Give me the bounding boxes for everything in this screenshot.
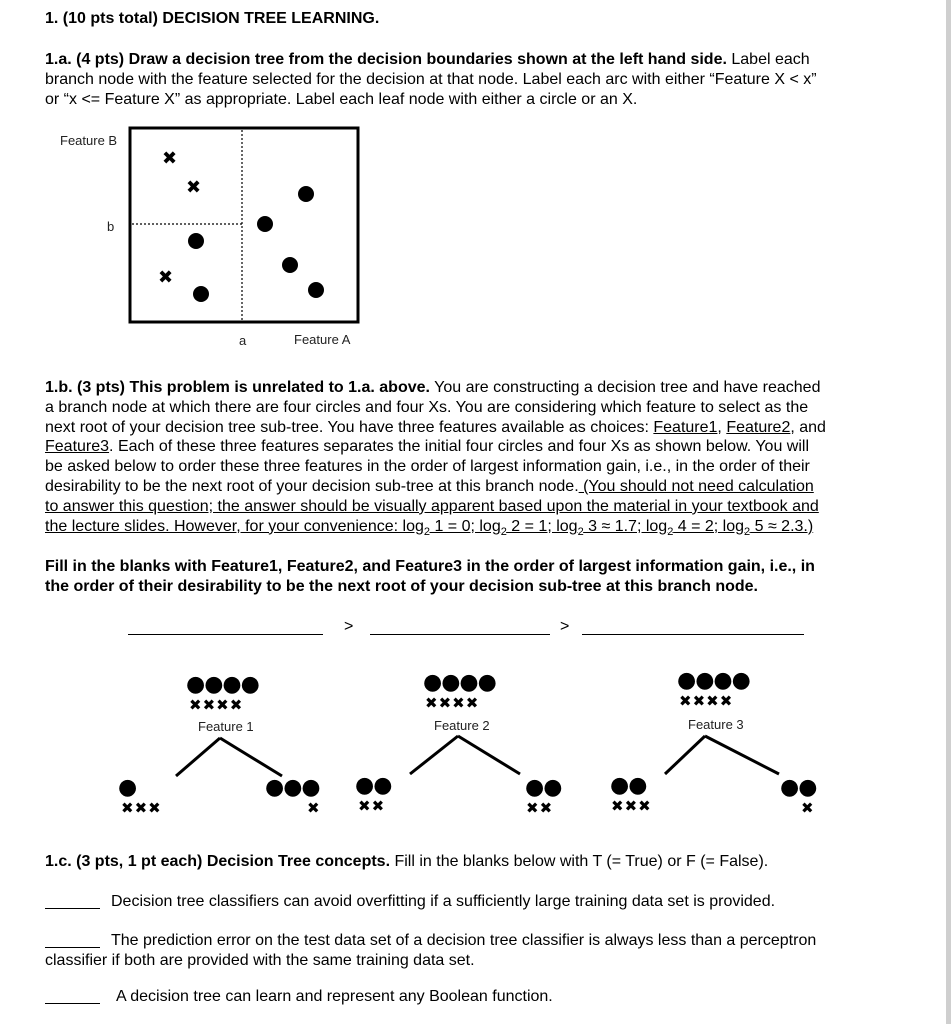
tree3-right-xs: ✖ <box>801 799 814 817</box>
tree1-root-circles: ●●●● <box>186 672 259 697</box>
x-axis-label: Feature A <box>294 332 351 347</box>
tree1-root-xs: ✖✖✖✖ <box>189 696 244 714</box>
decision-boundary-plot <box>128 126 362 326</box>
order-blank-2[interactable] <box>370 634 550 635</box>
x-point: ✖ <box>162 148 178 169</box>
tree2-right-xs: ✖✖ <box>526 799 554 817</box>
tree3-root-circles: ●●●● <box>677 668 750 693</box>
circle-point <box>188 233 204 249</box>
tf-statement-3: A decision tree can learn and represent any Boolean function. <box>116 988 553 1005</box>
tf-blank-2[interactable] <box>45 947 100 948</box>
tree1-right-circles: ●●● <box>265 775 320 800</box>
x-point: ✖ <box>186 177 202 198</box>
circle-point <box>308 282 324 298</box>
q1a-heading: 1.a. (4 pts) Draw a decision tree from the decision boundaries shown at the left hand side. <box>45 51 727 68</box>
order-blank-1[interactable] <box>128 634 323 635</box>
tree3-left-circles: ●● <box>610 773 647 798</box>
circle-point <box>257 216 273 232</box>
order-blank-3[interactable] <box>582 634 804 635</box>
tree2-right-circles: ●● <box>525 775 562 800</box>
tf-statement-2: The prediction error on the test data set of a decision tree classifier is always less than a perceptron <box>111 932 817 949</box>
tf-statement-1: Decision tree classifiers can avoid overfitting if a sufficiently large training data set is provided. <box>111 893 776 910</box>
x-tick-a: a <box>239 333 247 348</box>
tree2-left-circles: ●● <box>355 773 392 798</box>
tf-blank-1[interactable] <box>45 908 100 909</box>
tree3-right-circles: ●● <box>780 775 817 800</box>
greater-than: > <box>560 618 570 635</box>
tree2-root-circles: ●●●● <box>423 670 496 695</box>
q1b-paragraph: 1.b. (3 pts) This problem is unrelated to 1.a. above. You are constructing a decision tree and have reached a branch node at which there are four circles and four Xs. You are considering which feature to select as the next root of your decision tree sub-tree. You have three features available as choices: Feature1, Feature2, and Feature3. Each of these three features separates the initial four circles and four Xs as shown below. You will be asked below to order these three features in the order of largest information gain, i.e., in the order of their desirability to be the next root of your decision sub-tree at this branch node. (You should not need calculation to answer this question; the answer should be visually apparent based upon the material in your textbook and the lecture slides. However, for your convenience: $\log_2 1 = 0$; $\log_2 2 = 1$; $\log_2 3 \approx 1.7$; $\log_2 4 = 2$; $\log_2 5 \approx 2.3$.) <box>45 379 826 538</box>
q1c-heading: 1.c. (3 pts, 1 pt each) Decision Tree concepts. Fill in the blanks below with T (= True) or F (= False). <box>45 853 769 870</box>
tree1-right-xs: ✖ <box>307 799 320 817</box>
greater-than: > <box>344 618 354 635</box>
tree1-left-circles: ● <box>118 775 138 800</box>
tree2-root-xs: ✖✖✖✖ <box>425 694 480 712</box>
question-title: 1. (10 pts total) DECISION TREE LEARNING. <box>45 10 380 27</box>
y-axis-label: Feature B <box>60 133 118 148</box>
tf-blank-3[interactable] <box>45 1003 100 1004</box>
tree3-label: Feature 3 <box>688 717 744 732</box>
tree2-branches <box>400 732 540 782</box>
y-tick-b: b <box>107 219 115 234</box>
tree2-left-xs: ✖✖ <box>358 797 386 815</box>
tree3-branches <box>655 732 795 782</box>
tree3-left-xs: ✖✖✖ <box>611 797 652 815</box>
tree2-label: Feature 2 <box>434 718 490 733</box>
page-edge <box>946 0 951 1024</box>
q1b-heading: 1.b. (3 pts) This problem is unrelated to 1.a. above. <box>45 379 430 396</box>
tree1-left-xs: ✖✖✖ <box>121 799 162 817</box>
circle-point <box>282 257 298 273</box>
tree3-root-xs: ✖✖✖✖ <box>679 692 734 710</box>
tf-statement-2-cont: classifier if both are provided with the same training data set. <box>45 952 475 969</box>
tree1-label: Feature 1 <box>198 719 254 734</box>
fill-instructions: Fill in the blanks with Feature1, Feature2, and Feature3 in the order of largest information gain, i.e., in the order of their desirability to be the next root of your decision sub-tree at this branch node. <box>45 558 815 595</box>
circle-point <box>193 286 209 302</box>
x-point: ✖ <box>158 267 174 288</box>
q1a-paragraph: 1.a. (4 pts) Draw a decision tree from the decision boundaries shown at the left hand side. Label each branch node with the feature selected for the decision at that node. Label each arc with either “Feature X < x” or “x <= Feature X” as appropriate. Label each leaf node with either a circle or an X. <box>45 51 817 108</box>
circle-point <box>298 186 314 202</box>
